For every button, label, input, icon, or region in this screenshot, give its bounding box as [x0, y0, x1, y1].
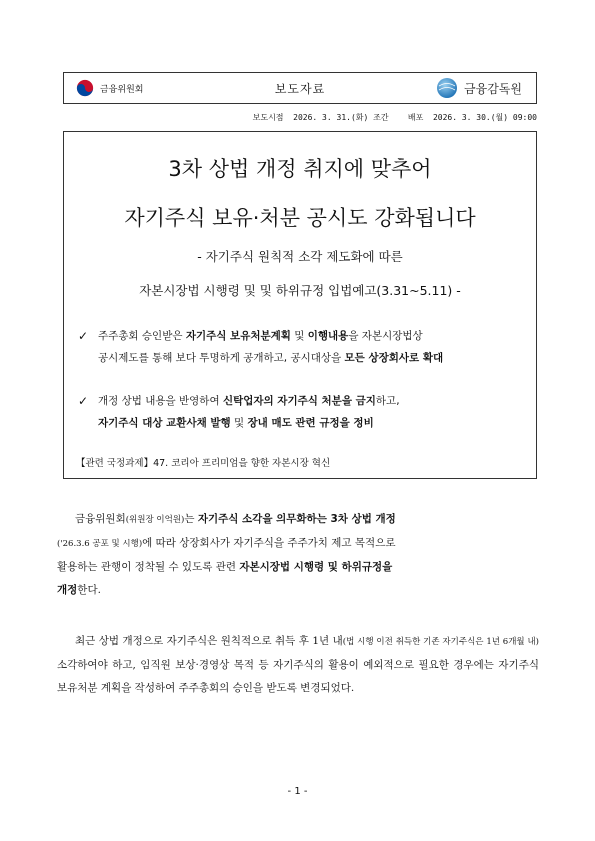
check-icon: ✓: [78, 394, 89, 408]
subheadline-line2: 자본시장법 시행령 및 및 하위규정 입법예고(3.31~5.11) -: [139, 283, 461, 298]
body-paragraph-2: 최근 상법 개정으로 자기주식은 원칙적으로 취득 후 1년 내(법 시행 이전 취득한 기존 자기주식은 1년 6개월 내) 소각하여야 하고, 임직원 보상·경영상 목적 등 자기주식의 활용이 예외적으로 필요한 경우에는 자기주식 보유처분 계획을 작성하여 주주총회의 승인을 받도록 변경되었다.: [57, 635, 539, 694]
page-number: - 1 -: [287, 786, 308, 797]
summary-bullet-2: ✓ 개정 상법 내용을 반영하여 신탁업자의 자기주식 처분을 금지하고, 자기주식 대상 교환사채 발행 및 장내 매도 관련 규정을 정비: [78, 390, 522, 434]
headline-line2: 자기주식 보유·처분 공시도 강화됩니다: [124, 206, 476, 230]
press-title: 보도자료: [274, 81, 326, 96]
fss-globe-icon: [436, 77, 458, 99]
headline-line1: 3차 상법 개정 취지에 맞추어: [168, 157, 432, 181]
fss-logo-area: [386, 77, 536, 99]
fsc-logo-area: [64, 79, 214, 97]
body-paragraph-1: 금융위원회(위원장 이억원)는 자기주식 소각을 의무화하는 3차 상법 개정 ('26.3.6 공포 및 시행)에 따라 상장회사가 자기주식을 주주가치 제고 목적으로 활용하는 관행이 정착될 수 있도록 관련 자본시장법 시행령 및 하위규정을 개정한다.: [57, 513, 396, 596]
subheadline-line1: - 자기주식 원칙적 소각 제도화에 따른: [197, 249, 403, 264]
summary-box: [63, 131, 537, 479]
org-left-name: 금융위원회: [100, 84, 144, 95]
check-icon: ✓: [78, 329, 89, 343]
summary-bullet-1: ✓ 주주총회 승인받은 자기주식 보유처분계획 및 이행내용을 자본시장법상 공시제도를 통해 보다 투명하게 공개하고, 공시대상을 모든 상장회사로 확대: [78, 325, 522, 369]
related-task-note: 【관련 국정과제】47. 코리아 프리미엄을 향한 자본시장 혁신: [76, 458, 331, 469]
release-info: 보도시점 2026. 3. 31.(화) 조간 배포 2026. 3. 30.(월) 09:00: [252, 113, 537, 122]
fsc-emblem-icon: [76, 79, 94, 97]
press-header: [63, 72, 537, 104]
org-right-name: 금융감독원: [464, 81, 522, 96]
